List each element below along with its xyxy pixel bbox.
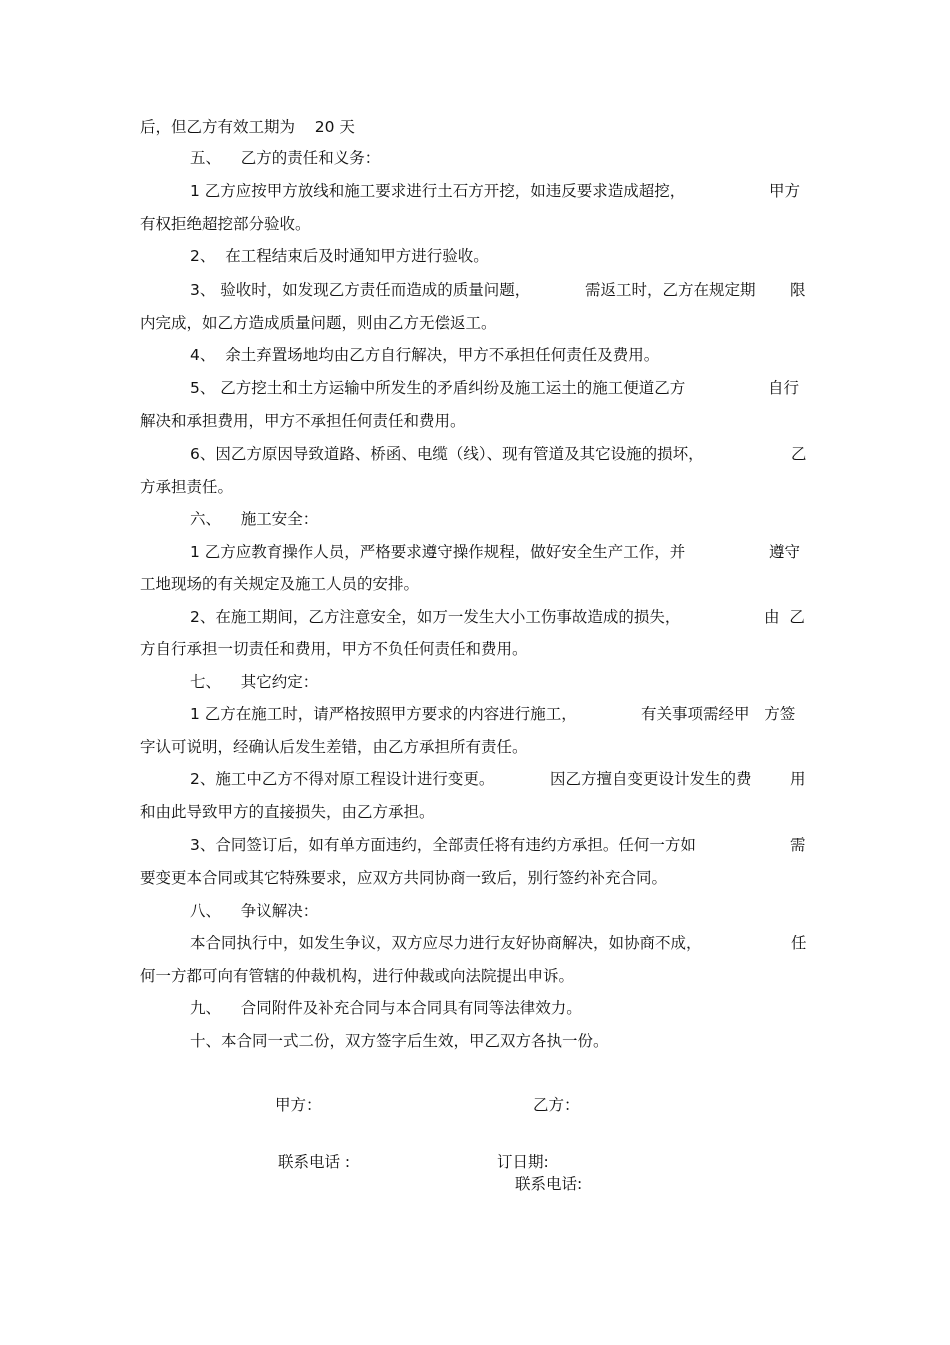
paragraph-line: 用 [790,770,806,788]
party-a-phone-label: 联系电话 : [278,1153,351,1171]
section-heading-8: 八、 争议解决： [190,902,319,920]
paragraph-line: 限 [790,281,806,299]
party-a-label: 甲方： [275,1096,322,1114]
paragraph-line: 甲方 [769,182,801,200]
section-heading-10: 十、本合同一式二份，双方签字后生效，甲乙双方各执一份。 [190,1032,609,1050]
paragraph-line: 遵守 [769,543,801,561]
paragraph-line: 和由此导致甲方的直接损失，由乙方承担。 [140,803,435,821]
paragraph-line: 2、施工中乙方不得对原工程设计进行变更。 [190,770,495,788]
paragraph-line: 需返工时，乙方在规定期 [585,281,756,299]
paragraph-line: 因乙方擅自变更设计发生的费 [550,770,752,788]
paragraph-line: 方自行承担一切责任和费用，甲方不负任何责任和费用。 [140,640,528,658]
party-b-phone-label: 联系电话: [515,1175,583,1193]
paragraph-line: 工地现场的有关规定及施工人员的安排。 [140,575,420,593]
party-b-label: 乙方： [533,1096,580,1114]
paragraph-line: 字认可说明，经确认后发生差错，由乙方承担所有责任。 [140,738,528,756]
paragraph-line: 本合同执行中，如发生争议，双方应尽力进行友好协商解决，如协商不成， [190,934,702,952]
section-heading-7: 七、 其它约定： [190,673,319,691]
paragraph-line: 任 [791,934,807,952]
paragraph-line: 由 乙 [764,608,805,626]
paragraph-line: 1 乙方在施工时，请严格按照甲方要求的内容进行施工， [190,705,577,723]
section-heading-5: 五、 乙方的责任和义务： [190,149,381,167]
paragraph-line: 自行 [768,379,800,397]
section-heading-9: 九、 合同附件及补充合同与本合同具有同等法律效力。 [190,999,582,1017]
paragraph-line: 解决和承担费用，甲方不承担任何责任和费用。 [140,412,466,430]
paragraph-line: 3、 验收时，如发现乙方责任而造成的质量问题， [190,281,531,299]
paragraph-line: 方承担责任。 [140,478,234,496]
paragraph-line: 有关事项需经甲 方签 [641,705,796,723]
paragraph-line: 2、 在工程结束后及时通知甲方进行验收。 [190,247,489,265]
paragraph-line: 要变更本合同或其它特殊要求，应双方共同协商一致后，别行签约补充合同。 [140,869,668,887]
paragraph-line: 有权拒绝超挖部分验收。 [140,215,311,233]
paragraph-line: 1 乙方应按甲方放线和施工要求进行土石方开挖，如违反要求造成超挖， [190,182,686,200]
sign-date-label: 订日期: [497,1153,549,1171]
paragraph-line: 何一方都可向有管辖的仲裁机构，进行仲裁或向法院提出申诉。 [140,967,575,985]
section-heading-6: 六、 施工安全： [190,510,319,528]
paragraph-line: 4、 余土弃置场地均由乙方自行解决，甲方不承担任何责任及费用。 [190,346,660,364]
paragraph-line: 5、 乙方挖土和土方运输中所发生的矛盾纠纷及施工运土的施工便道乙方 [190,379,686,397]
paragraph-line: 乙 [791,445,807,463]
paragraph-line: 1 乙方应教育操作人员，严格要求遵守操作规程，做好安全生产工作，并 [190,543,686,561]
paragraph-line: 6、因乙方原因导致道路、桥函、电缆（线）、现有管道及其它设施的损坏， [190,445,704,463]
paragraph-line: 内完成，如乙方造成质量问题，则由乙方无偿返工。 [140,314,497,332]
paragraph-line: 需 [790,836,806,854]
paragraph-line: 2、在施工期间，乙方注意安全，如万一发生大小工伤事故造成的损失， [190,608,681,626]
paragraph-line: 后，但乙方有效工期为 20 天 [140,118,355,136]
paragraph-line: 3、合同签订后，如有单方面违约，全部责任将有违约方承担。任何一方如 [190,836,696,854]
